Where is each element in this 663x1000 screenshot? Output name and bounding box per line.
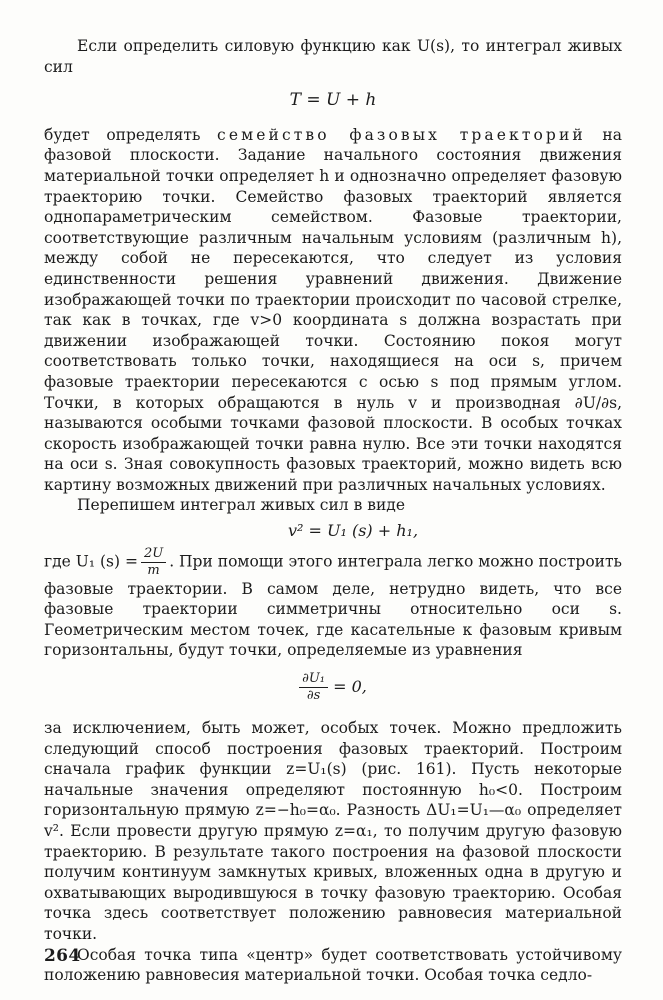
paragraph-phase-trajectories [44, 125, 622, 496]
text-segment: на фазовой плоскости. Задание начального состояния движения материальной точки определяет h и однозначно определяет фазовую траекторию точки. Семейство фазовых траекторий является однопараметрическим семейством. Фазовые траектории, соответствующие различным начальным условиям (различным h), между собой не пересекаются, что следует из условия единственности решения уравнений движения. Движение изображающей точки по траектории происходит по часовой стрелке, так как в точках, где v>0 координата s должна возрастать при движении изображающей точки. Состоянию покоя могут соответствовать только точки, находящиеся на оси s, причем фазовые траектории пересекаются с осью s под прямым углом. Точки, в которых обращаются в нуль v и производная ∂U/∂s, называются особыми точками фазовой плоскости. В особых точках скорость изображающей точки равна нулю. Все эти точки находятся на оси s. Зная совокупность фазовых траекторий, можно видеть всю картину возможных движений при различных начальных условиях. [44, 125, 622, 494]
text-segment: где U₁ (s) = [44, 552, 138, 571]
emphasized-term: семейство фазовых траекторий [217, 125, 586, 144]
formula-velocity-squared: v² = U₁ (s) + h₁, [287, 521, 419, 541]
fraction-denominator: m [147, 562, 160, 578]
paragraph-rewrite: Перепишем интеграл живых сил в виде [77, 496, 406, 515]
paragraph-intro: Если определить силовую функцию как U(s), то интеграл живых сил [44, 37, 622, 76]
text-segment: . При помощи этого интеграла легко можно построить фазовые траектории. В самом деле, нетрудно видеть, что все фазовые траектории симметричны относительно оси s. Геометрическим местом точек, где касательные к фазовым кривым горизонтальны, будут точки, определяемые из уравнения [44, 552, 622, 660]
fraction-numerator: 2U [141, 546, 166, 563]
formula-energy-integral: T = U + h [289, 90, 377, 111]
page-number: 264 [44, 946, 81, 966]
fraction-denominator: ∂s [306, 688, 321, 704]
page-body [44, 36, 622, 986]
paragraph-construction: за исключением, быть может, особых точек. Можно предложить следующий способ построения фазовых траекторий. Построим сначала график функции z=U₁(s) (рис. 161). Пусть некоторые начальные значения определяют постоянную h₀<0. Построим горизонтальную прямую z=−h₀=α₀. Разность ΔU₁=U₁—α₀ определяет v². Если провести другую прямую z=α₁, то получим другую фазовую траекторию. В результате такого построения на фазовой плоскости получим континуум замкнутых кривых, вложенных одна в другую и охватывающих выродившуюся в точку фазовую траекторию. Особая точка здесь соответствует положению равновесия материальной точки. [44, 719, 622, 943]
paragraph-where [44, 546, 622, 661]
paragraph-center-point: Особая точка типа «центр» будет соответствовать устойчивому положению равновесия материальной точки. Особая точка седло- [44, 945, 622, 985]
fraction-2u-over-m [141, 546, 166, 579]
equals-zero: = 0, [333, 677, 367, 697]
fraction-dU1-ds [299, 671, 328, 704]
text-segment: будет определять [44, 125, 201, 144]
formula-derivative-zero [44, 671, 622, 704]
fraction-numerator: ∂U₁ [299, 671, 328, 688]
